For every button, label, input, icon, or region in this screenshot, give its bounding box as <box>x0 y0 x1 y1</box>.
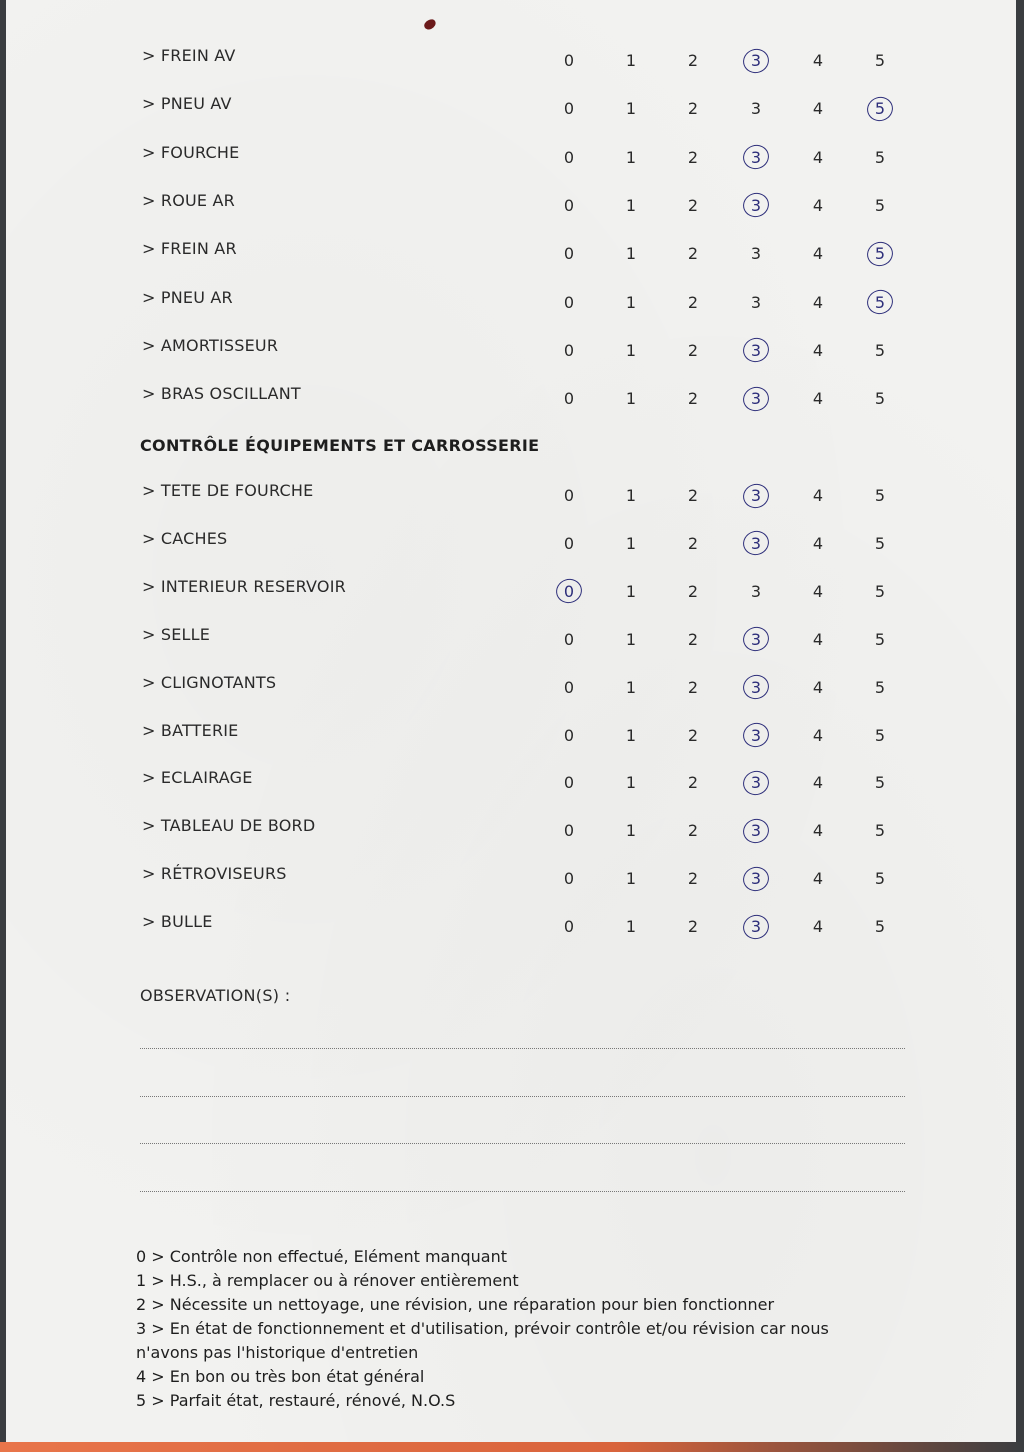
score-option: 1 <box>625 725 637 745</box>
score-option: 4 <box>812 581 824 601</box>
score-option: 2 <box>687 821 699 841</box>
score-option: 4 <box>812 773 824 793</box>
score-option: 1 <box>625 51 637 70</box>
score-option: 2 <box>687 773 699 793</box>
score-option: 1 <box>625 917 637 937</box>
score-option: 2 <box>687 292 699 312</box>
observation-line <box>140 1096 905 1097</box>
score-option: 4 <box>812 533 824 553</box>
score-option: 0 <box>563 869 575 889</box>
pen-circle-mark <box>740 480 772 511</box>
score-option: 2 <box>687 147 699 167</box>
item-label: > FOURCHE <box>142 142 240 162</box>
score-option: 5 <box>874 725 886 745</box>
legend-line: n'avons pas l'historique d'entretien <box>136 1343 419 1362</box>
score-option: 0 <box>563 486 575 505</box>
legend-line: 3 > En état de fonctionnement et d'utilisation, prévoir contrôle et/ou révision car nous <box>136 1319 829 1338</box>
item-label: > AMORTISSEUR <box>142 335 279 355</box>
score-option: 5 <box>867 293 893 312</box>
score-option: 3 <box>743 773 769 792</box>
score-option: 0 <box>563 340 575 360</box>
item-label: > FREIN AV <box>142 46 236 65</box>
inspection-row <box>6 577 1024 601</box>
score-option: 3 <box>750 244 762 264</box>
pen-circle-mark <box>740 672 772 703</box>
score-option: 3 <box>743 869 769 888</box>
score-option: 4 <box>812 486 824 505</box>
score-option: 4 <box>812 917 824 937</box>
score-option: 1 <box>625 486 637 505</box>
legend-line: 0 > Contrôle non effectué, Elément manquant <box>136 1247 507 1266</box>
observations-label: OBSERVATION(S) : <box>140 986 291 1005</box>
orange-edge <box>0 1442 1024 1452</box>
score-option: 0 <box>563 533 575 553</box>
score-option: 1 <box>625 869 637 889</box>
score-option: 4 <box>812 147 824 167</box>
inspection-row <box>6 336 1024 360</box>
inspection-row <box>6 721 1024 745</box>
score-option: 2 <box>687 389 699 409</box>
pen-circle-mark <box>864 238 896 269</box>
score-option: 1 <box>625 773 637 793</box>
score-option: 3 <box>743 341 769 360</box>
score-option: 2 <box>687 581 699 601</box>
item-label: > RÉTROVISEURS <box>142 864 287 884</box>
score-option: 5 <box>874 917 886 937</box>
pen-circle-mark <box>740 190 772 221</box>
score-option: 5 <box>874 677 886 697</box>
inspection-row <box>6 191 1024 215</box>
score-option: 5 <box>874 581 886 601</box>
score-option: 1 <box>625 677 637 697</box>
score-option: 1 <box>625 533 637 553</box>
score-option: 5 <box>874 533 886 553</box>
observation-line <box>140 1191 905 1192</box>
score-option: 1 <box>625 195 637 215</box>
legend-line: 5 > Parfait état, restauré, rénové, N.O.S <box>136 1391 456 1410</box>
score-option: 5 <box>874 869 886 889</box>
pen-circle-mark <box>740 142 772 173</box>
score-option: 1 <box>625 821 637 841</box>
score-option: 5 <box>874 340 886 360</box>
item-label: > FREIN AR <box>142 239 237 259</box>
inspection-row <box>6 768 1024 792</box>
item-label: > SELLE <box>142 624 211 644</box>
pen-circle-mark <box>864 93 896 124</box>
inspection-row <box>6 239 1024 263</box>
score-option: 2 <box>687 195 699 215</box>
item-label: > INTERIEUR RESERVOIR <box>142 576 346 596</box>
item-label: > BULLE <box>142 912 213 932</box>
score-option: 0 <box>563 147 575 167</box>
inspection-row <box>6 384 1024 408</box>
pen-circle-mark <box>740 863 772 894</box>
score-option: 5 <box>874 147 886 167</box>
score-option: 0 <box>563 292 575 312</box>
score-option: 3 <box>743 821 769 840</box>
score-option: 2 <box>687 533 699 553</box>
score-option: 5 <box>874 51 886 70</box>
score-option: 0 <box>563 195 575 215</box>
score-option: 3 <box>743 148 769 167</box>
score-option: 4 <box>812 725 824 745</box>
score-option: 1 <box>625 244 637 264</box>
score-option: 0 <box>563 821 575 841</box>
pen-circle-mark <box>740 624 772 655</box>
score-option: 1 <box>625 389 637 409</box>
score-option: 4 <box>812 292 824 312</box>
inspection-row <box>6 864 1024 888</box>
legend-line: 4 > En bon ou très bon état général <box>136 1367 425 1386</box>
score-option: 4 <box>812 629 824 649</box>
legend-line: 2 > Nécessite un nettoyage, une révision, une réparation pour bien fonctionner <box>136 1295 775 1314</box>
score-option: 0 <box>563 244 575 264</box>
score-option: 3 <box>743 678 769 697</box>
score-option: 0 <box>556 582 582 601</box>
score-option: 2 <box>687 244 699 264</box>
score-option: 5 <box>874 389 886 409</box>
score-option: 3 <box>743 486 769 505</box>
score-option: 3 <box>743 51 769 70</box>
pen-circle-mark <box>740 383 772 414</box>
score-option: 4 <box>812 677 824 697</box>
score-option: 5 <box>867 99 893 118</box>
score-option: 3 <box>743 726 769 745</box>
score-option: 5 <box>874 486 886 505</box>
pen-circle-mark <box>740 528 772 559</box>
score-option: 0 <box>563 677 575 697</box>
inspection-row <box>6 481 1024 505</box>
pen-circle-mark <box>864 287 896 318</box>
score-option: 3 <box>743 534 769 553</box>
inspection-row <box>6 288 1024 312</box>
pen-circle-mark <box>740 815 772 846</box>
score-option: 4 <box>812 244 824 264</box>
score-option: 4 <box>812 389 824 409</box>
item-label: > BRAS OSCILLANT <box>142 384 301 404</box>
score-option: 2 <box>687 629 699 649</box>
score-option: 2 <box>687 917 699 937</box>
inspection-row <box>6 673 1024 697</box>
inspection-row <box>6 816 1024 840</box>
score-option: 0 <box>563 773 575 793</box>
score-option: 1 <box>625 340 637 360</box>
score-option: 3 <box>743 196 769 215</box>
score-option: 5 <box>874 821 886 841</box>
inspection-row <box>6 912 1024 936</box>
ink-spot <box>423 18 438 31</box>
score-option: 1 <box>625 292 637 312</box>
item-label: > CACHES <box>142 528 228 548</box>
score-option: 5 <box>874 773 886 793</box>
inspection-row <box>6 625 1024 649</box>
score-option: 4 <box>812 195 824 215</box>
score-option: 1 <box>625 629 637 649</box>
pen-circle-mark <box>740 335 772 366</box>
score-option: 4 <box>812 51 824 70</box>
observation-line <box>140 1048 905 1049</box>
score-option: 2 <box>687 340 699 360</box>
score-option: 0 <box>563 725 575 745</box>
observation-line <box>140 1143 905 1144</box>
checklist-sheet <box>6 0 1016 1444</box>
pen-circle-mark <box>553 576 585 607</box>
score-option: 1 <box>625 147 637 167</box>
score-option: 4 <box>812 869 824 889</box>
score-option: 4 <box>812 821 824 841</box>
score-option: 3 <box>743 389 769 408</box>
score-option: 2 <box>687 99 699 119</box>
score-option: 1 <box>625 581 637 601</box>
item-label: > TABLEAU DE BORD <box>142 816 316 836</box>
section-title: CONTRÔLE ÉQUIPEMENTS ET CARROSSERIE <box>140 436 540 455</box>
pen-circle-mark <box>740 720 772 751</box>
score-option: 0 <box>563 917 575 937</box>
item-label: > ROUE AR <box>142 190 235 210</box>
score-option: 2 <box>687 869 699 889</box>
score-option: 0 <box>563 99 575 119</box>
legend-line: 1 > H.S., à remplacer ou à rénover entièrement <box>136 1271 519 1290</box>
item-label: > PNEU AR <box>142 287 233 307</box>
score-option: 5 <box>874 195 886 215</box>
item-label: > PNEU AV <box>142 94 232 114</box>
score-option: 2 <box>687 486 699 505</box>
score-option: 3 <box>750 581 762 601</box>
inspection-row <box>6 94 1024 118</box>
score-option: 2 <box>687 51 699 70</box>
score-option: 0 <box>563 51 575 70</box>
item-label: > ECLAIRAGE <box>142 768 253 788</box>
score-option: 4 <box>812 99 824 119</box>
score-option: 1 <box>625 99 637 119</box>
score-option: 2 <box>687 725 699 745</box>
item-label: > BATTERIE <box>142 720 239 740</box>
score-option: 3 <box>743 917 769 936</box>
pen-circle-mark <box>740 767 772 798</box>
item-label: > TETE DE FOURCHE <box>142 481 314 500</box>
inspection-row <box>6 46 1024 70</box>
score-option: 5 <box>867 244 893 263</box>
pen-circle-mark <box>740 911 772 942</box>
pen-circle-mark <box>740 45 772 76</box>
score-option: 3 <box>743 630 769 649</box>
score-option: 0 <box>563 629 575 649</box>
inspection-row <box>6 143 1024 167</box>
score-option: 4 <box>812 340 824 360</box>
score-option: 2 <box>687 677 699 697</box>
score-option: 3 <box>750 99 762 119</box>
score-option: 0 <box>563 389 575 409</box>
item-label: > CLIGNOTANTS <box>142 672 277 692</box>
inspection-row <box>6 529 1024 553</box>
score-option: 5 <box>874 629 886 649</box>
score-option: 3 <box>750 292 762 312</box>
